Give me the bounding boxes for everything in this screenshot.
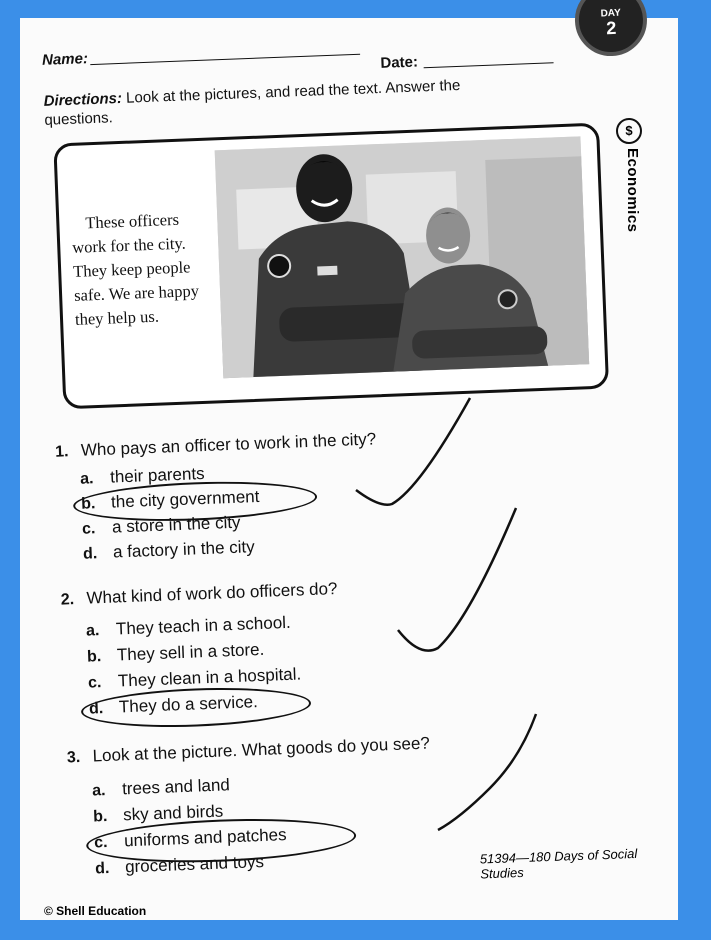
checkmark-2 bbox=[398, 508, 516, 651]
option-letter: a. bbox=[91, 782, 106, 800]
option-text: groceries and toys bbox=[124, 852, 265, 877]
subject-label: Economics bbox=[624, 148, 641, 233]
option-text: uniforms and patches bbox=[123, 825, 287, 851]
option-text: They do a service. bbox=[118, 692, 259, 717]
day-number: 2 bbox=[605, 17, 617, 39]
option-text: trees and land bbox=[121, 775, 231, 799]
day-label: DAY bbox=[600, 7, 622, 20]
option-letter: b. bbox=[86, 648, 102, 666]
question-text: What kind of work do officers do? bbox=[86, 578, 338, 608]
question-number: 2. bbox=[60, 591, 75, 609]
option-letter: c. bbox=[81, 520, 96, 538]
option-text: a store in the city bbox=[111, 512, 241, 537]
option-text: They teach in a school. bbox=[115, 612, 292, 639]
option-letter: a. bbox=[85, 622, 100, 640]
directions-heading: Directions: bbox=[43, 89, 123, 110]
option-letter: a. bbox=[79, 470, 94, 488]
passage-text: These officers work for the city. They keep people safe. We are happy they help us. bbox=[71, 209, 200, 329]
publisher-credit: © Shell Education bbox=[44, 904, 147, 918]
name-label: Name: bbox=[41, 50, 89, 69]
option-letter: b. bbox=[80, 495, 96, 513]
question-text: Who pays an officer to work in the city? bbox=[80, 429, 377, 460]
option-letter: d. bbox=[82, 545, 98, 563]
option-text: They clean in a hospital. bbox=[117, 664, 302, 691]
option-letter: d. bbox=[94, 859, 110, 878]
question-number: 1. bbox=[54, 443, 69, 461]
option-text: sky and birds bbox=[122, 801, 224, 825]
checkmark-3 bbox=[438, 714, 536, 830]
option-letter: d. bbox=[88, 700, 104, 718]
question-text: Look at the picture. What goods do you see? bbox=[92, 733, 431, 766]
worksheet-page bbox=[20, 7, 678, 920]
book-code: 51394—180 Days of Social Studies bbox=[479, 845, 638, 882]
option-text: They sell in a store. bbox=[116, 639, 265, 665]
option-text: the city government bbox=[110, 486, 260, 512]
option-text: their parents bbox=[109, 463, 205, 487]
question-number: 3. bbox=[66, 748, 81, 767]
option-letter: c. bbox=[87, 674, 102, 692]
directions-text: Look at the pictures, and read the text. Answer the questions. bbox=[44, 76, 461, 129]
option-letter: b. bbox=[92, 807, 108, 826]
checkmark-1 bbox=[356, 398, 470, 505]
coins-icon: $ bbox=[616, 118, 642, 144]
option-text: a factory in the city bbox=[112, 537, 256, 562]
date-label: Date: bbox=[380, 53, 419, 72]
option-letter: c. bbox=[93, 833, 108, 852]
check-marks bbox=[20, 18, 678, 920]
